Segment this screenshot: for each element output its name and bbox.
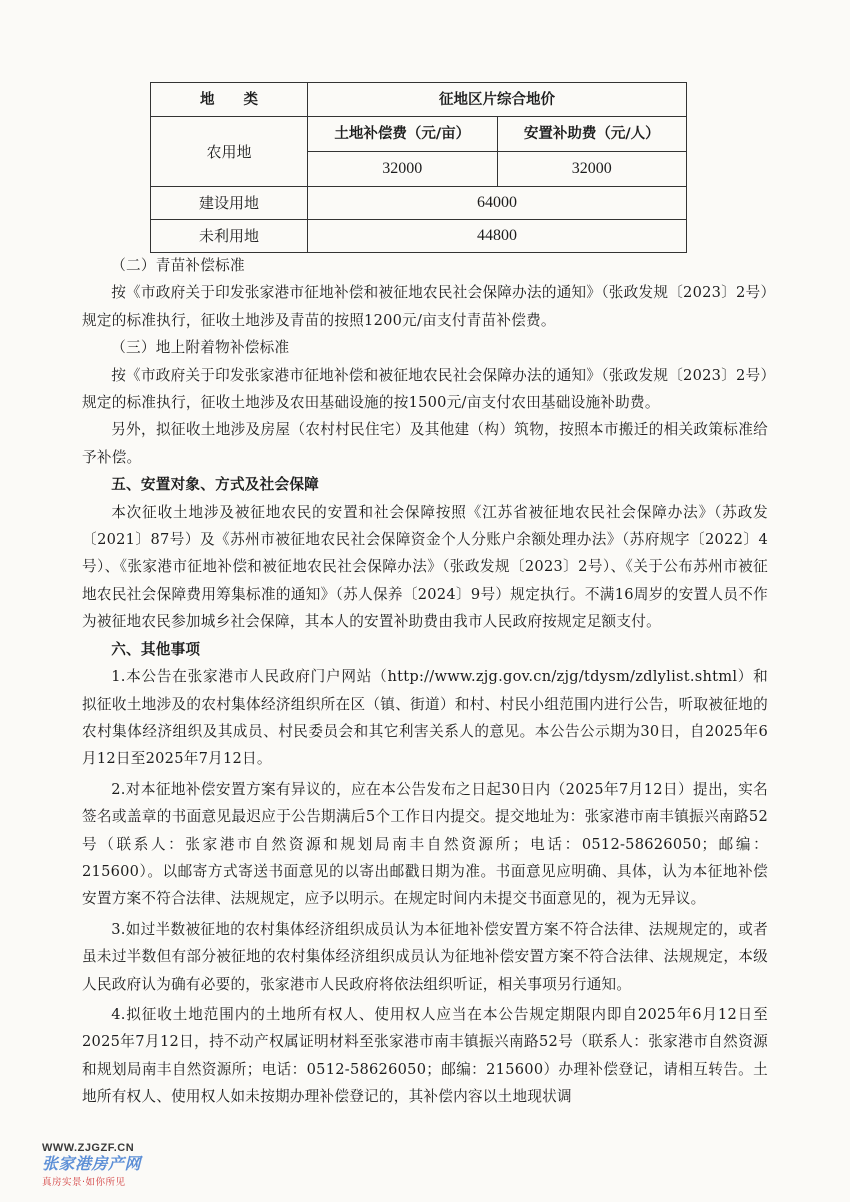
- table-cell-resettlement: 32000: [497, 152, 687, 187]
- paragraph: 4.拟征收土地范围内的土地所有权人、使用权人应当在本公告规定期限内即自2025年6月12日至2025年7月12日，持不动产权属证明材料至张家港市南丰镇振兴南路52号（联系人：张家港市自然资源和规划局南丰自然资源所；电话：0512-58626050；邮编：215600）办理补偿登记，请相互转告。土地所有权人、使用权人如未按期办理补偿登记的，其补偿内容以土地现状调: [82, 1005, 768, 1106]
- paragraph: 本次征收土地涉及被征地农民的安置和社会保障按照《江苏省被征地农民社会保障办法》（苏政发〔2021〕87号）及《苏州市被征地农民社会保障资金个人分账户余额处理办法》（苏府规字〔2022〕4号）、《张家港市征地补偿和被征地农民社会保障办法》（张政发规〔2023〕2号）、《关于公布苏州市被征地农民社会保障费用筹集标准的通知》（苏人保养〔2024〕9号）规定执行。不满16周岁的安置人员不作为被征地农民参加城乡社会保障，其本人的安置补助费由我市人民政府按规定足额支付。: [82, 503, 768, 631]
- document-body: [82, 252, 768, 1111]
- table-cell-value: 64000: [308, 187, 687, 220]
- land-price-table: [150, 82, 687, 253]
- paragraph: 按《市政府关于印发张家港市征地补偿和被征地农民社会保障办法的通知》（张政发规〔2023〕2号）规定的标准执行，征收土地涉及青苗的按照1200元/亩支付青苗补偿费。: [82, 284, 768, 329]
- paragraph: 另外，拟征收土地涉及房屋（农村村民住宅）及其他建（构）筑物，按照本市搬迁的相关政策标准给予补偿。: [82, 421, 768, 466]
- watermark-logo: [42, 1142, 182, 1188]
- watermark-slogan: 真房实景·如你所见: [42, 1177, 126, 1188]
- table-cell-land-compensation: 32000: [308, 152, 498, 187]
- section-heading: 六、其他事项: [111, 640, 201, 658]
- table-cell-value: 44800: [308, 220, 687, 253]
- watermark-url: WWW.ZJGZF.CN: [42, 1142, 135, 1154]
- section-heading: 五、安置对象、方式及社会保障: [111, 476, 320, 494]
- table-row-label: 未利用地: [151, 220, 308, 253]
- table-row-label: 建设用地: [151, 187, 308, 220]
- table-subheader-land-compensation: 土地补偿费（元/亩）: [308, 117, 498, 152]
- subsection-heading: （三）地上附着物补偿标准: [111, 339, 290, 357]
- paragraph: 1.本公告在张家港市人民政府门户网站（http://www.zjg.gov.cn/zjg/tdysm/zdlylist.shtml）和拟征收土地涉及的农村集体经济组织所在区（镇、街道）和村、村民小组范围内进行公告，听取被征地的农村集体经济组织及其成员、村民委员会和其它利害关系人的意见。本公告公示期为30日，自2025年6月12日至2025年7月12日。: [82, 668, 768, 768]
- subsection-heading: （二）青苗补偿标准: [111, 257, 245, 274]
- table-row-label: 农用地: [151, 117, 308, 187]
- table-header-price: 征地区片综合地价: [308, 83, 687, 117]
- table-header-land-type: 地 类: [151, 83, 308, 117]
- table-subheader-resettlement: 安置补助费（元/人）: [497, 117, 687, 152]
- watermark-name: 张家港房产网: [42, 1154, 142, 1173]
- paragraph: 3.如过半数被征地的农村集体经济组织成员认为本征地补偿安置方案不符合法律、法规规定的，或者虽未过半数但有部分被征地的农村集体经济组织成员认为征地补偿安置方案不符合法律、法规规定，本级人民政府认为确有必要的，张家港市人民政府将依法组织听证，相关事项另行通知。: [82, 920, 768, 993]
- paragraph: 按《市政府关于印发张家港市征地补偿和被征地农民社会保障办法的通知》（张政发规〔2023〕2号）规定的标准执行，征收土地涉及农田基础设施的按1500元/亩支付农田基础设施补助费。: [82, 366, 768, 412]
- paragraph: 2.对本征地补偿安置方案有异议的，应在本公告发布之日起30日内（2025年7月12日）提出，实名签名或盖章的书面意见最迟应于公告期满后5个工作日内提交。提交地址为：张家港市南丰镇振兴南路52号（联系人：张家港市自然资源和规划局南丰自然资源所；电话：0512-58626050；邮编：215600）。以邮寄方式寄送书面意见的以寄出邮戳日期为准。书面意见应明确、具体，认为本征地补偿安置方案不符合法律、法规规定，应予以明示。在规定时间内未提交书面意见的，视为无异议。: [82, 780, 768, 908]
